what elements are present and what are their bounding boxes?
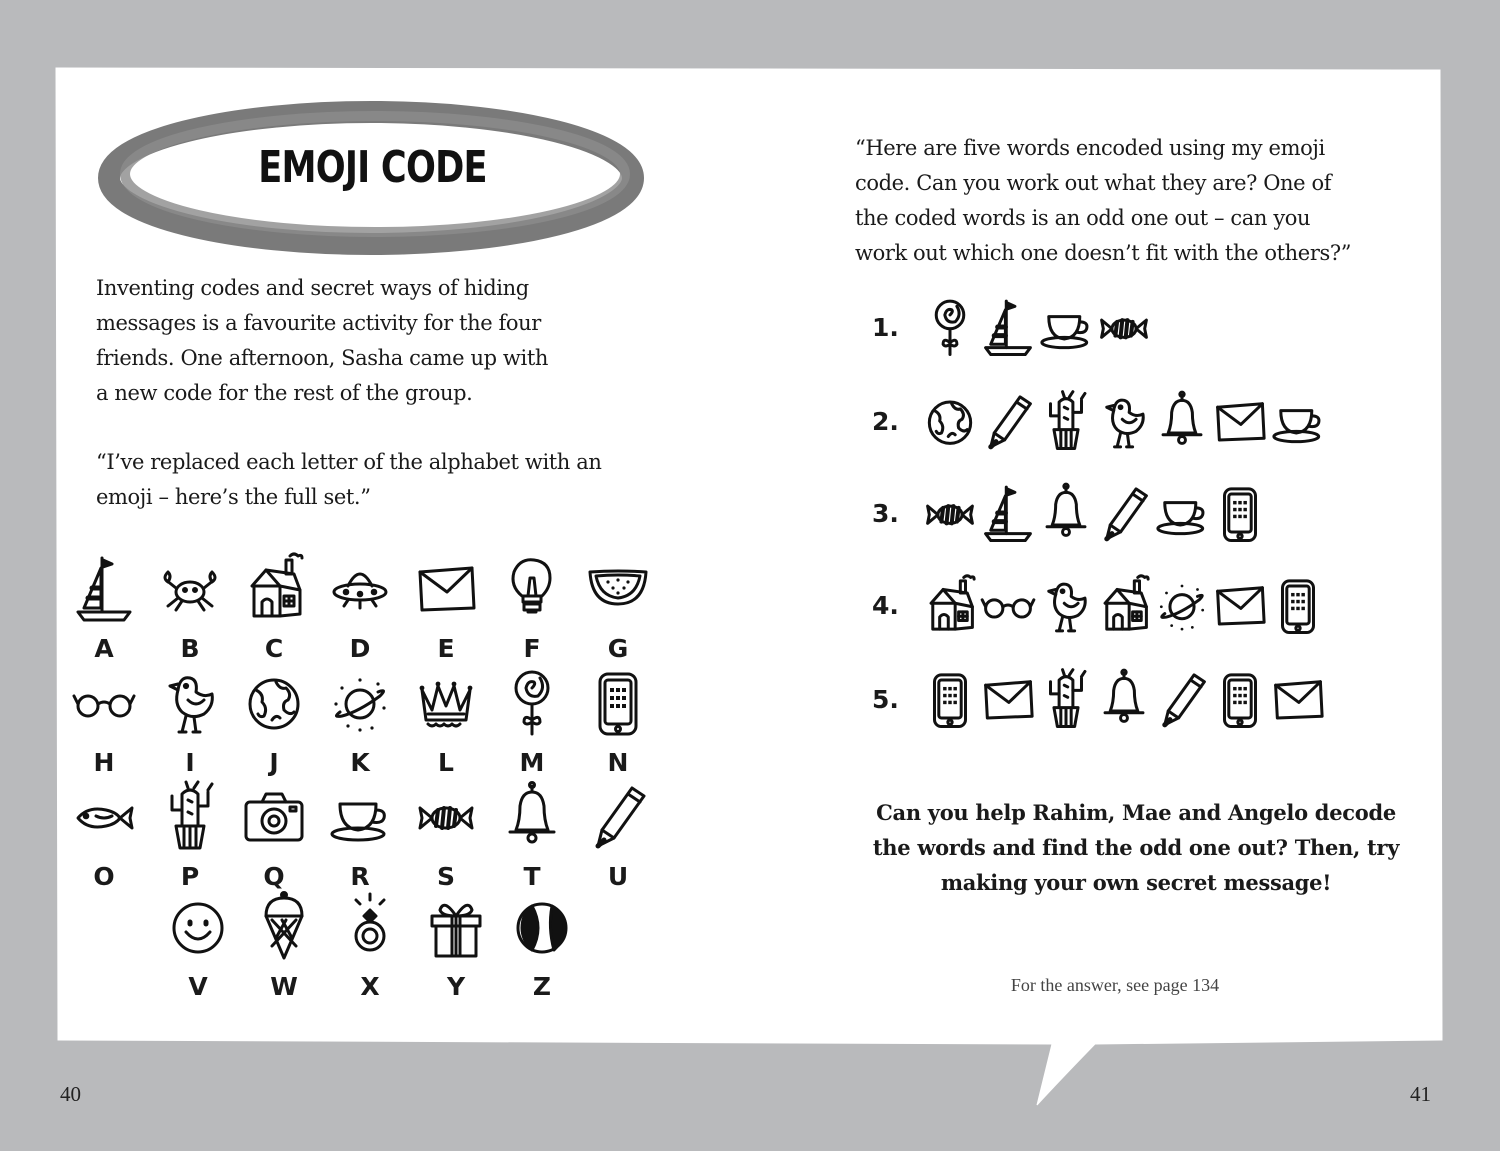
coded-word-row	[872, 296, 1154, 358]
sailboat-icon	[72, 552, 136, 624]
intro-line: a new code for the rest of the group.	[96, 381, 473, 405]
teacup-icon	[1270, 390, 1326, 452]
alphabet-letter: G	[607, 634, 629, 663]
pencil-icon	[1154, 668, 1210, 730]
intro-line: friends. One afternoon, Sasha came up with	[96, 346, 548, 370]
alphabet-letter: S	[436, 862, 455, 891]
quote-line: work out which one doesn’t fit with the others?”	[855, 241, 1352, 265]
alphabet-letter: E	[437, 634, 455, 663]
lollipop-icon	[922, 296, 978, 358]
globe-icon	[242, 666, 306, 738]
phone-icon	[1212, 668, 1268, 730]
alphabet-entry	[246, 890, 322, 1001]
page-title: EMOJI CODE	[258, 142, 487, 193]
glasses-icon	[72, 666, 136, 738]
alphabet-entry	[322, 552, 398, 663]
envelope-icon	[980, 668, 1036, 730]
alphabet-letter: W	[270, 972, 298, 1001]
alphabet-letter: L	[438, 748, 454, 777]
envelope-icon	[1270, 668, 1326, 730]
sailboat-icon	[980, 296, 1036, 358]
watermelon-icon	[586, 552, 650, 624]
pencil-icon	[586, 780, 650, 852]
alphabet-entry	[236, 780, 312, 891]
candy-icon	[1096, 296, 1152, 358]
alphabet-entry	[66, 552, 142, 663]
cactus-icon	[158, 780, 222, 852]
sailboat-icon	[980, 482, 1036, 544]
bell-icon	[1038, 482, 1094, 544]
alphabet-letter: Q	[263, 862, 285, 891]
alphabet-letter: I	[185, 748, 195, 777]
quote-paragraph-left	[96, 445, 601, 515]
candy-icon	[922, 482, 978, 544]
alphabet-letter: Z	[532, 972, 552, 1001]
smiley-icon	[166, 890, 230, 962]
phone-icon	[586, 666, 650, 738]
lightbulb-icon	[500, 552, 564, 624]
globe-icon	[922, 390, 978, 452]
fish-icon	[72, 780, 136, 852]
alphabet-entry	[494, 666, 570, 777]
icecream-icon	[252, 890, 316, 962]
bird-icon	[158, 666, 222, 738]
coded-word-row	[872, 668, 1328, 730]
coded-word-row	[872, 482, 1270, 544]
alphabet-letter: A	[94, 634, 114, 663]
alphabet-entry	[418, 890, 494, 1001]
house-icon	[1096, 574, 1152, 636]
alphabet-letter: C	[264, 634, 284, 663]
alphabet-letter: V	[188, 972, 208, 1001]
planet-icon	[328, 666, 392, 738]
alphabet-entry	[152, 780, 228, 891]
bird-icon	[1096, 390, 1152, 452]
intro-line: messages is a favourite activity for the four	[96, 311, 541, 335]
alphabet-entry	[236, 666, 312, 777]
pencil-icon	[980, 390, 1036, 452]
page-number-left: 40	[60, 1082, 81, 1106]
alphabet-entry	[322, 780, 398, 891]
alphabet-letter: P	[180, 862, 200, 891]
quote-line: the coded words is an odd one out – can you	[855, 206, 1311, 230]
alphabet-letter: U	[607, 862, 629, 891]
quote-line: “Here are five words encoded using my emoji	[855, 136, 1325, 160]
coded-word-row	[872, 390, 1328, 452]
bird-icon	[1038, 574, 1094, 636]
prompt-line: making your own secret message!	[940, 870, 1332, 895]
alphabet-entry	[408, 552, 484, 663]
house-icon	[242, 552, 306, 624]
alphabet-entry	[66, 780, 142, 891]
ufo-icon	[328, 552, 392, 624]
phone-icon	[1212, 482, 1268, 544]
cactus-icon	[1038, 668, 1094, 730]
quote-paragraph-right	[855, 131, 1351, 271]
alphabet-letter: B	[180, 634, 200, 663]
ball-icon	[510, 890, 574, 962]
challenge-prompt	[852, 795, 1420, 900]
alphabet-letter: T	[523, 862, 541, 891]
coded-word-number: 3.	[872, 498, 899, 528]
intro-paragraph	[96, 271, 548, 411]
alphabet-entry	[580, 780, 656, 891]
alphabet-entry	[322, 666, 398, 777]
alphabet-letter: D	[349, 634, 371, 663]
teacup-icon	[1154, 482, 1210, 544]
alphabet-letter: Y	[446, 972, 466, 1001]
intro-line: Inventing codes and secret ways of hiding	[96, 276, 529, 300]
alphabet-entry	[408, 780, 484, 891]
prompt-line: Can you help Rahim, Mae and Angelo decode	[876, 800, 1396, 825]
phone-icon	[922, 668, 978, 730]
alphabet-entry	[494, 780, 570, 891]
phone-icon	[1270, 574, 1326, 636]
envelope-icon	[414, 552, 478, 624]
alphabet-entry	[66, 666, 142, 777]
title-banner	[95, 98, 650, 256]
alphabet-letter: N	[607, 748, 629, 777]
bell-icon	[1154, 390, 1210, 452]
coded-word-number: 1.	[872, 312, 899, 342]
alphabet-entry	[160, 890, 236, 1001]
ring-icon	[338, 890, 402, 962]
coded-word-number: 5.	[872, 684, 899, 714]
alphabet-letter: O	[93, 862, 115, 891]
bell-icon	[1096, 668, 1152, 730]
quote-line: “I’ve replaced each letter of the alphabet with an	[96, 450, 602, 474]
quote-line: emoji – here’s the full set.”	[96, 485, 371, 509]
lollipop-icon	[500, 666, 564, 738]
quote-line: code. Can you work out what they are? One of	[855, 171, 1332, 195]
alphabet-letter: F	[523, 634, 541, 663]
alphabet-letter: H	[93, 748, 115, 777]
alphabet-entry	[408, 666, 484, 777]
crab-icon	[158, 552, 222, 624]
alphabet-letter: K	[350, 748, 370, 777]
cactus-icon	[1038, 390, 1094, 452]
candy-icon	[414, 780, 478, 852]
alphabet-entry	[494, 552, 570, 663]
alphabet-entry	[504, 890, 580, 1001]
alphabet-letter: M	[519, 748, 545, 777]
camera-icon	[242, 780, 306, 852]
alphabet-entry	[332, 890, 408, 1001]
teacup-icon	[1038, 296, 1094, 358]
prompt-line: the words and find the odd one out? Then, try	[872, 835, 1400, 860]
teacup-icon	[328, 780, 392, 852]
house-icon	[922, 574, 978, 636]
bell-icon	[500, 780, 564, 852]
planet-icon	[1154, 574, 1210, 636]
alphabet-letter: X	[360, 972, 380, 1001]
alphabet-entry	[152, 666, 228, 777]
page-number-right: 41	[1410, 1082, 1431, 1106]
glasses-icon	[980, 574, 1036, 636]
coded-word-row	[872, 574, 1328, 636]
gift-icon	[424, 890, 488, 962]
coded-word-number: 2.	[872, 406, 899, 436]
crown-icon	[414, 666, 478, 738]
pencil-icon	[1096, 482, 1152, 544]
alphabet-entry	[152, 552, 228, 663]
answer-reference: For the answer, see page 134	[1010, 975, 1220, 995]
alphabet-letter: J	[269, 748, 279, 777]
envelope-icon	[1212, 574, 1268, 636]
alphabet-entry	[236, 552, 312, 663]
alphabet-letter: R	[350, 862, 370, 891]
envelope-icon	[1212, 390, 1268, 452]
coded-word-number: 4.	[872, 590, 899, 620]
alphabet-entry	[580, 666, 656, 777]
alphabet-entry	[580, 552, 656, 663]
